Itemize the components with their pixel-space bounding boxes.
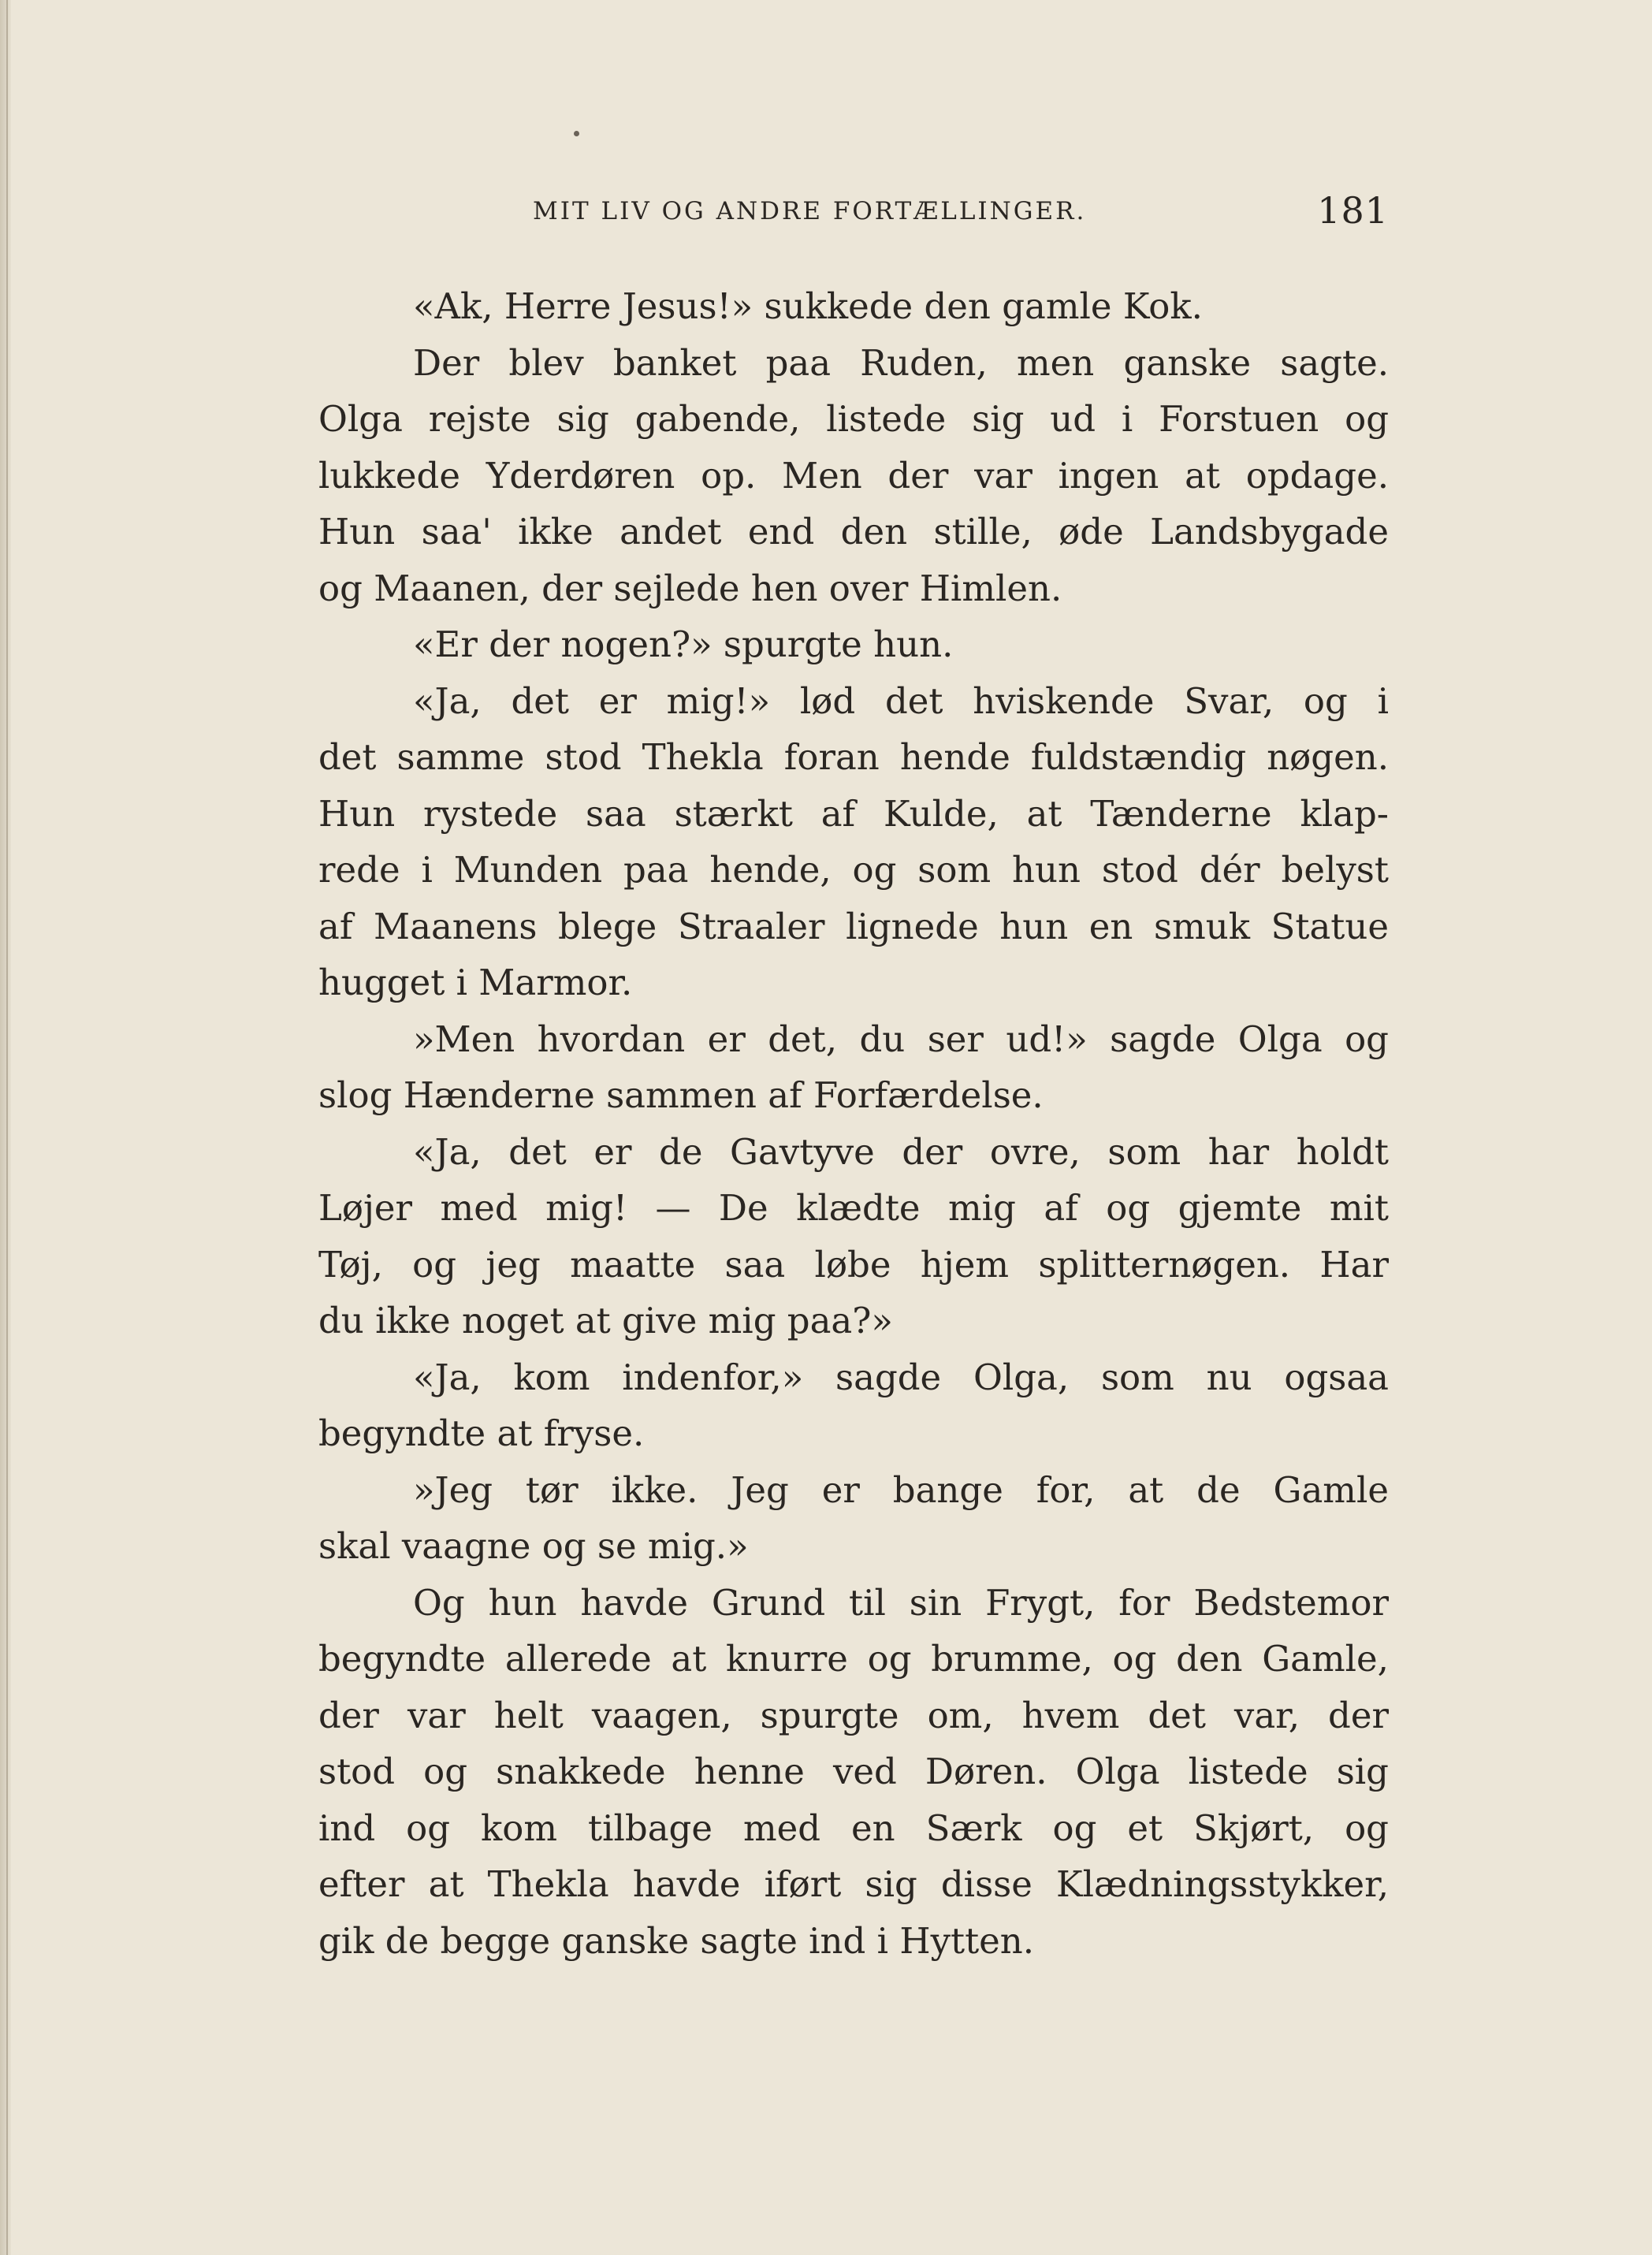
body-text — [318, 278, 1389, 1969]
text-line: Og hun havde Grund til sin Frygt, for Bedstemor — [413, 1581, 1389, 1624]
text-line: Hun rystede saa stærkt af Kulde, at Tænderne klap- — [318, 792, 1389, 835]
page-binding-edge — [0, 0, 11, 2255]
text-line: af Maanens blege Straaler lignede hun en smuk Statue — [318, 905, 1389, 947]
text-line: begyndte at fryse. — [318, 1412, 645, 1454]
text-line: stod og snakkede henne ved Døren. Olga listede sig — [318, 1751, 1389, 1792]
text-line: rede i Munden paa hende, og som hun stod dér belyst — [318, 849, 1389, 891]
text-line: lukkede Yderdøren op. Men der var ingen at opdage. — [318, 454, 1389, 497]
text-line: Hun saa' ikke andet end den stille, øde Landsbygade — [318, 511, 1389, 553]
text-line: Olga rejste sig gabende, listede sig ud i Forstuen og — [318, 398, 1389, 440]
text-line: og Maanen, der sejlede hen over Himlen. — [318, 567, 1062, 609]
text-line: Tøj, og jeg maatte saa løbe hjem splitternøgen. Har — [318, 1243, 1389, 1286]
text-line: »Men hvordan er det, du ser ud!» sagde Olga og — [413, 1018, 1389, 1060]
text-line: »Jeg tør ikke. Jeg er bange for, at de Gamle — [413, 1468, 1389, 1511]
page-header — [318, 189, 1389, 236]
running-title: MIT LIV OG ANDRE FORTÆLLINGER. — [533, 197, 1087, 225]
text-line: «Ja, kom indenfor,» sagde Olga, som nu ogsaa — [413, 1356, 1389, 1398]
text-line: slog Hænderne sammen af Forfærdelse. — [318, 1074, 1044, 1116]
text-line: hugget i Marmor. — [318, 962, 633, 1003]
text-line: der var helt vaagen, spurgte om, hvem det var, der — [318, 1694, 1389, 1736]
text-line: «Ak, Herre Jesus!» sukkede den gamle Kok. — [413, 285, 1203, 327]
print-speck — [574, 131, 579, 136]
text-line: gik de begge ganske sagte ind i Hytten. — [318, 1919, 1035, 1962]
text-line: «Ja, det er mig!» lød det hviskende Svar, og i — [413, 679, 1389, 722]
text-line: begyndte allerede at knurre og brumme, og den Gamle, — [318, 1638, 1389, 1680]
text-line: ind og kom tilbage med en Særk og et Skjørt, og — [318, 1807, 1389, 1849]
text-line: efter at Thekla havde iført sig disse Klædningsstykker, — [318, 1863, 1389, 1905]
page-number: 181 — [1317, 189, 1389, 232]
text-line: Løjer med mig! — De klædte mig af og gjemte mit — [318, 1187, 1389, 1229]
text-line: skal vaagne og se mig.» — [318, 1525, 749, 1567]
text-line: «Ja, det er de Gavtyve der ovre, som har holdt — [413, 1130, 1389, 1173]
text-line: du ikke noget at give mig paa?» — [318, 1300, 893, 1341]
text-line: det samme stod Thekla foran hende fuldstændig nøgen. — [318, 736, 1389, 778]
text-line: Der blev banket paa Ruden, men ganske sagte. — [413, 341, 1389, 384]
text-line: «Er der nogen?» spurgte hun. — [413, 623, 954, 665]
